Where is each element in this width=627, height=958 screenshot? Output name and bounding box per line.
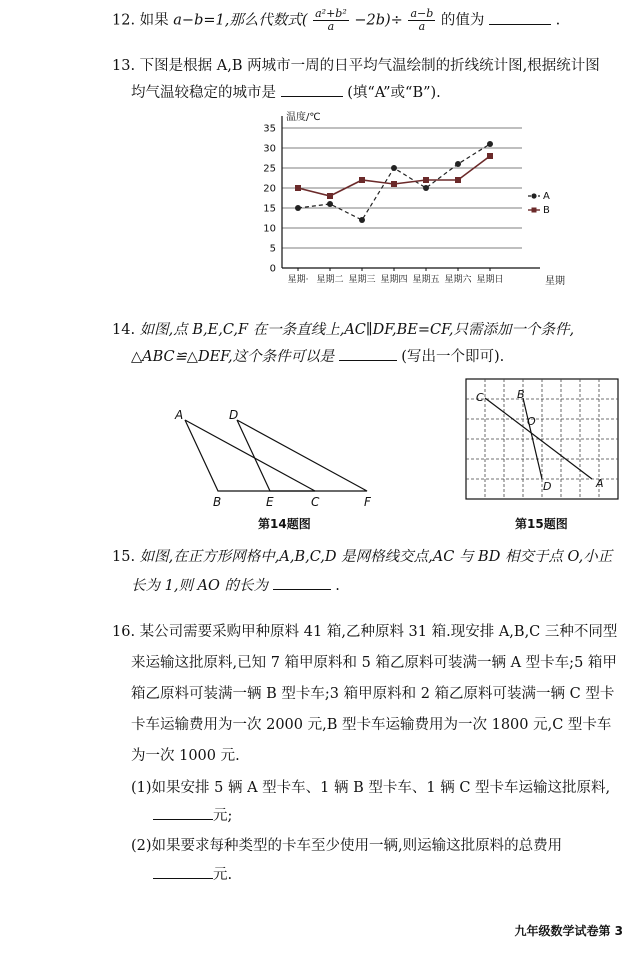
legend-a-label: A	[543, 191, 550, 202]
fraction: $\frac{\text{a²+b²}}{a}$	[315, 7, 347, 33]
question-16-line3: 箱乙原料可装满一辆 B 型卡车;3 箱甲原料和 2 箱乙原料可装满一辆 C 型卡	[131, 686, 615, 702]
x-axis-label: 星期	[545, 276, 565, 287]
series-b-point	[327, 193, 333, 199]
point-b-label: B	[213, 495, 222, 509]
question-16-line5: 为一次 1000 元.	[131, 748, 240, 764]
y-tick-label: 5	[269, 243, 276, 255]
question-text: 均气温较稳定的城市是	[131, 85, 276, 101]
point-d-label: D	[543, 480, 552, 493]
question-text: 的值为	[440, 12, 485, 29]
question-number: 15.	[112, 549, 136, 565]
series-a-point	[487, 141, 493, 147]
answer-blank[interactable]	[281, 82, 343, 97]
question-16-line4: 卡车运输费用为一次 2000 元,B 型卡车运输费用为一次 1800 元,C 型卡车	[131, 717, 612, 733]
question-expression: −2b)÷	[354, 12, 403, 29]
series-a-point	[391, 165, 397, 171]
series-b-point	[295, 185, 301, 191]
question-14-line2	[131, 345, 504, 366]
triangle-abc	[185, 420, 315, 491]
series-b-point	[391, 181, 397, 187]
point-a-label: A	[596, 477, 604, 490]
chart-legend	[528, 191, 550, 216]
x-tick-label: 星期日	[476, 275, 504, 285]
question-16-part2: (2)如果要求每种类型的卡车至少使用一辆,则运输这批原料的总费用	[131, 838, 563, 854]
series-b-point	[487, 153, 493, 159]
answer-blank[interactable]	[273, 575, 331, 590]
question-16-part1-answer: 元;	[153, 804, 232, 825]
point-c-label: C	[476, 391, 484, 404]
y-tick-label: 15	[263, 203, 276, 215]
x-tick-label: 星期·	[287, 275, 309, 285]
legend-b-marker	[532, 208, 537, 213]
point-d-label: D	[229, 408, 239, 422]
question-text: (填“A”或“B”).	[347, 85, 441, 101]
y-tick-label: 10	[263, 223, 276, 235]
x-tick-label: 星期二	[316, 275, 344, 285]
question-15-line1	[112, 545, 612, 566]
fraction: $\frac{a-b}{a}$	[410, 7, 434, 33]
temperature-line-chart	[250, 108, 590, 288]
series-a-point	[423, 185, 429, 191]
point-e-label: E	[266, 495, 274, 509]
series-a-point	[327, 201, 333, 207]
question-16-part2-answer: 元.	[153, 863, 232, 884]
x-tick-label: 星期三	[348, 275, 376, 285]
y-axis-label: 温度/℃	[286, 112, 321, 123]
figure-14-caption: 第14题图	[258, 517, 311, 531]
chart-series	[295, 141, 493, 223]
question-16-line1	[112, 620, 617, 641]
question-15-line2	[131, 574, 340, 595]
question-text: 如图,在正方形网格中,A,B,C,D 是网格线交点,AC 与 BD 相交于点 O,小正	[139, 549, 613, 565]
answer-blank[interactable]	[153, 805, 213, 820]
question-text: 下图是根据 A,B 两城市一周的日平均气温绘制的折线统计图,根据统计图	[139, 58, 600, 74]
question-text: .	[335, 578, 340, 594]
question-13-line2	[131, 81, 441, 102]
series-b-point	[359, 177, 365, 183]
question-text: 长为 1,则 AO 的长为	[131, 578, 269, 594]
question-13-line1	[112, 54, 600, 75]
question-text: 某公司需要采购甲种原料 41 箱,乙种原料 31 箱.现安排 A,B,C 三种不同型	[139, 624, 618, 640]
triangle-def	[237, 420, 367, 491]
question-14-line1	[112, 318, 574, 339]
page-footer: 九年级数学试卷第 3	[514, 924, 623, 938]
y-tick-label: 20	[263, 183, 276, 195]
legend-b-label: B	[543, 205, 550, 216]
x-tick-labels	[288, 273, 504, 285]
figure-15-grid	[462, 375, 622, 505]
answer-blank[interactable]	[153, 864, 213, 879]
question-number: 14.	[112, 322, 136, 338]
y-tick-label: 25	[263, 163, 276, 175]
point-a-label: A	[175, 408, 184, 422]
question-condition: a−b=1,那么代数式(	[173, 12, 308, 29]
question-number: 16.	[112, 624, 136, 640]
question-16-part1: (1)如果安排 5 辆 A 型卡车、1 辆 B 型卡车、1 辆 C 型卡车运输这批原料,	[131, 780, 611, 796]
point-c-label: C	[311, 495, 320, 509]
series-b-point	[423, 177, 429, 183]
question-16-line2: 来运输这批原料,已知 7 箱甲原料和 5 箱乙原料可装满一辆 A 型卡车;5 箱甲	[131, 655, 617, 671]
answer-blank[interactable]	[489, 10, 551, 25]
answer-blank[interactable]	[339, 346, 397, 361]
question-number: 12.	[112, 12, 136, 29]
point-b-label: B	[517, 388, 525, 401]
y-tick-label: 35	[263, 123, 276, 135]
figure-15-caption: 第15题图	[515, 517, 568, 531]
figure-14-triangles	[165, 405, 395, 513]
question-text: (写出一个即可).	[401, 349, 505, 365]
legend-a-marker	[531, 193, 536, 198]
y-tick-labels	[263, 124, 276, 275]
x-tick-label: 星期四	[380, 275, 408, 285]
series-a-point	[359, 217, 365, 223]
y-tick-label: 0	[269, 263, 276, 275]
series-a-point	[455, 161, 461, 167]
series-b-point	[455, 177, 461, 183]
point-o-label: O	[527, 415, 536, 428]
point-f-label: F	[364, 495, 371, 509]
question-text: 如图,点 B,E,C,F 在一条直线上,AC∥DF,BE=CF,只需添加一个条件,	[139, 322, 575, 338]
x-tick-label: 星期五	[412, 275, 440, 285]
question-12: 12. 如果 a−b=1,那么代数式( $\frac{\text{a²+b²}}{a}$ −2b)÷ $\frac{a-b}{a}$ 的值为 .	[112, 7, 561, 33]
y-tick-label: 30	[263, 143, 276, 155]
question-number: 13.	[112, 58, 136, 74]
question-text: 如果	[139, 12, 169, 29]
x-tick-label: 星期六	[444, 275, 472, 285]
question-text: △ABC≌△DEF,这个条件可以是	[131, 349, 335, 365]
segment-ac	[485, 398, 592, 479]
series-a-point	[295, 205, 301, 211]
